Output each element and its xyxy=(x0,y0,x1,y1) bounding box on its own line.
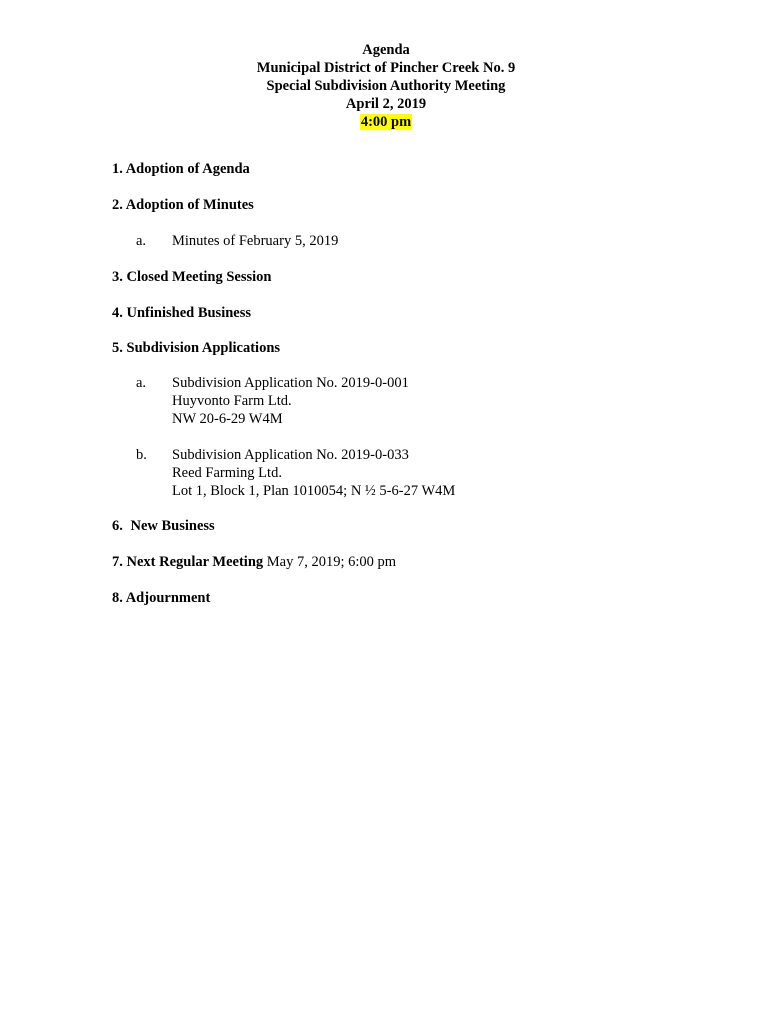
item-number: 6. xyxy=(112,518,123,534)
agenda-item-1 xyxy=(112,160,250,178)
agenda-item-8 xyxy=(112,589,210,607)
item-title: Subdivision Applications xyxy=(126,340,281,356)
item-number: 8. xyxy=(112,590,123,606)
item-title: Adjournment xyxy=(125,590,211,606)
subitem-line: Huyvonto Farm Ltd. xyxy=(172,393,292,409)
subitem-letter: a. xyxy=(136,233,147,249)
subitem-line: Subdivision Application No. 2019-0-033 xyxy=(172,447,409,463)
item-number: 5. xyxy=(112,340,123,356)
subitem-line: Subdivision Application No. 2019-0-001 xyxy=(172,375,409,391)
item-title: Adoption of Minutes xyxy=(125,197,254,213)
subitem-line: Lot 1, Block 1, Plan 1010054; N ½ 5-6-27 W4M xyxy=(172,483,456,499)
item-number: 1. xyxy=(112,161,123,177)
agenda-item-4 xyxy=(112,304,251,322)
agenda-item-6 xyxy=(112,517,215,535)
subitem-line: NW 20-6-29 W4M xyxy=(172,411,283,427)
item-number: 4. xyxy=(112,305,123,321)
subitem-letter: a. xyxy=(136,375,147,391)
item-title: New Business xyxy=(130,518,215,534)
meeting-time: 4:00 pm xyxy=(360,114,412,130)
item-number: 7. xyxy=(112,554,123,570)
agenda-item-2 xyxy=(112,196,254,214)
agenda-item-7 xyxy=(112,553,396,571)
agenda-header xyxy=(0,41,770,131)
agenda-title: Agenda xyxy=(362,42,410,58)
item-number: 3. xyxy=(112,269,123,285)
agenda-item-3 xyxy=(112,268,272,286)
item-detail: May 7, 2019; 6:00 pm xyxy=(266,554,397,570)
subitem-letter: b. xyxy=(136,447,147,463)
subitem-line: Minutes of February 5, 2019 xyxy=(172,233,339,249)
item-number: 2. xyxy=(112,197,123,213)
item-title: Adoption of Agenda xyxy=(125,161,250,177)
item-title: Next Regular Meeting xyxy=(126,554,264,570)
item-title: Unfinished Business xyxy=(126,305,252,321)
meeting-name: Special Subdivision Authority Meeting xyxy=(266,78,506,94)
meeting-date: April 2, 2019 xyxy=(345,96,427,112)
organization-name: Municipal District of Pincher Creek No. 9 xyxy=(256,60,516,76)
item-title: Closed Meeting Session xyxy=(126,269,272,285)
subitem-line: Reed Farming Ltd. xyxy=(172,465,282,481)
agenda-item-5 xyxy=(112,339,280,357)
